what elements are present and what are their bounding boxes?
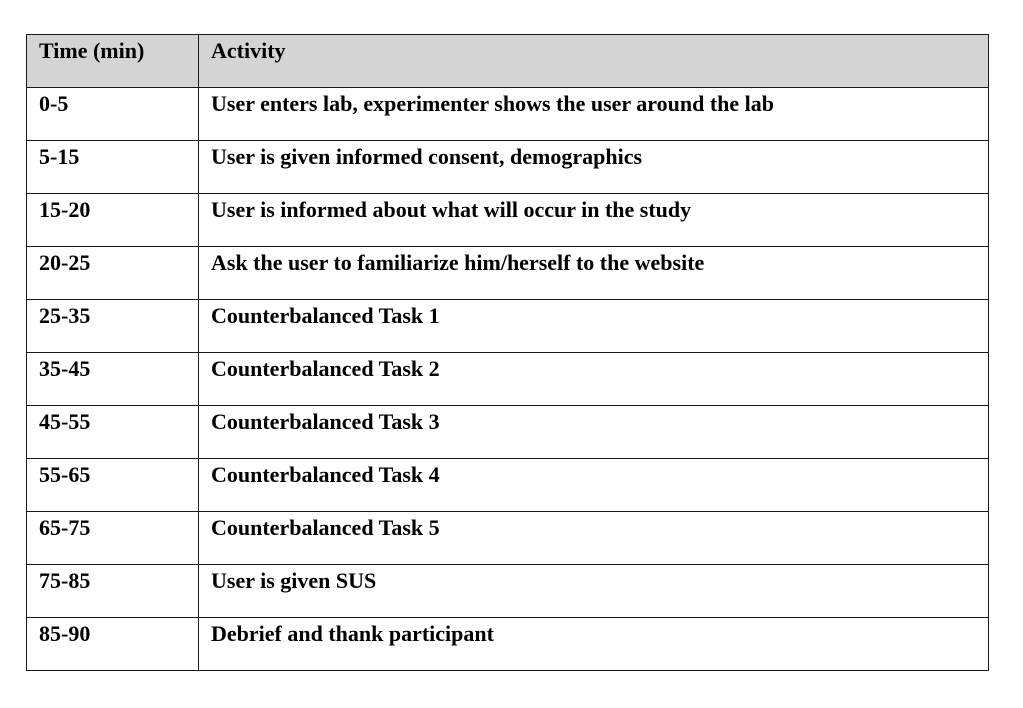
time-value: 55-65 — [39, 462, 91, 487]
activity-value: User is given SUS — [211, 568, 377, 593]
time-value: 45-55 — [39, 409, 91, 434]
time-cell — [27, 406, 199, 459]
activity-cell — [199, 194, 989, 247]
activity-cell — [199, 353, 989, 406]
time-value: 20-25 — [39, 250, 91, 275]
time-value: 5-15 — [39, 144, 80, 169]
time-value: 25-35 — [39, 303, 91, 328]
time-cell — [27, 618, 199, 671]
activity-value: Counterbalanced Task 4 — [211, 462, 440, 487]
activity-cell — [199, 247, 989, 300]
table-row — [27, 406, 989, 459]
time-value: 75-85 — [39, 568, 91, 593]
time-cell — [27, 194, 199, 247]
table-row — [27, 247, 989, 300]
table-row — [27, 141, 989, 194]
header-activity — [199, 35, 989, 88]
time-value: 0-5 — [39, 91, 69, 116]
table-row — [27, 194, 989, 247]
activity-value: Counterbalanced Task 3 — [211, 409, 440, 434]
table-row — [27, 618, 989, 671]
time-cell — [27, 141, 199, 194]
activity-value: Counterbalanced Task 5 — [211, 515, 440, 540]
activity-value: Ask the user to familiarize him/herself to the website — [211, 250, 705, 275]
activity-cell — [199, 618, 989, 671]
schedule-table — [26, 34, 989, 671]
table-row — [27, 88, 989, 141]
activity-value: Counterbalanced Task 1 — [211, 303, 440, 328]
table-row — [27, 353, 989, 406]
time-cell — [27, 300, 199, 353]
time-value: 65-75 — [39, 515, 91, 540]
header-time — [27, 35, 199, 88]
time-cell — [27, 512, 199, 565]
time-cell — [27, 88, 199, 141]
activity-cell — [199, 565, 989, 618]
table-row — [27, 459, 989, 512]
activity-value: Counterbalanced Task 2 — [211, 356, 440, 381]
table-header — [27, 35, 989, 88]
activity-value: Debrief and thank participant — [211, 621, 494, 646]
activity-value: User is informed about what will occur in the study — [211, 197, 692, 222]
activity-value: User enters lab, experimenter shows the user around the lab — [211, 91, 775, 116]
activity-cell — [199, 459, 989, 512]
header-activity-label: Activity — [211, 38, 286, 63]
time-cell — [27, 565, 199, 618]
time-cell — [27, 247, 199, 300]
activity-cell — [199, 300, 989, 353]
time-cell — [27, 353, 199, 406]
activity-cell — [199, 141, 989, 194]
table-row — [27, 512, 989, 565]
table-row — [27, 300, 989, 353]
activity-cell — [199, 88, 989, 141]
table-body — [27, 88, 989, 671]
time-value: 35-45 — [39, 356, 91, 381]
header-time-label: Time (min) — [39, 38, 145, 63]
header-row — [27, 35, 989, 88]
activity-cell — [199, 512, 989, 565]
activity-cell — [199, 406, 989, 459]
time-cell — [27, 459, 199, 512]
time-value: 15-20 — [39, 197, 91, 222]
activity-value: User is given informed consent, demographics — [211, 144, 643, 169]
time-value: 85-90 — [39, 621, 91, 646]
table-row — [27, 565, 989, 618]
